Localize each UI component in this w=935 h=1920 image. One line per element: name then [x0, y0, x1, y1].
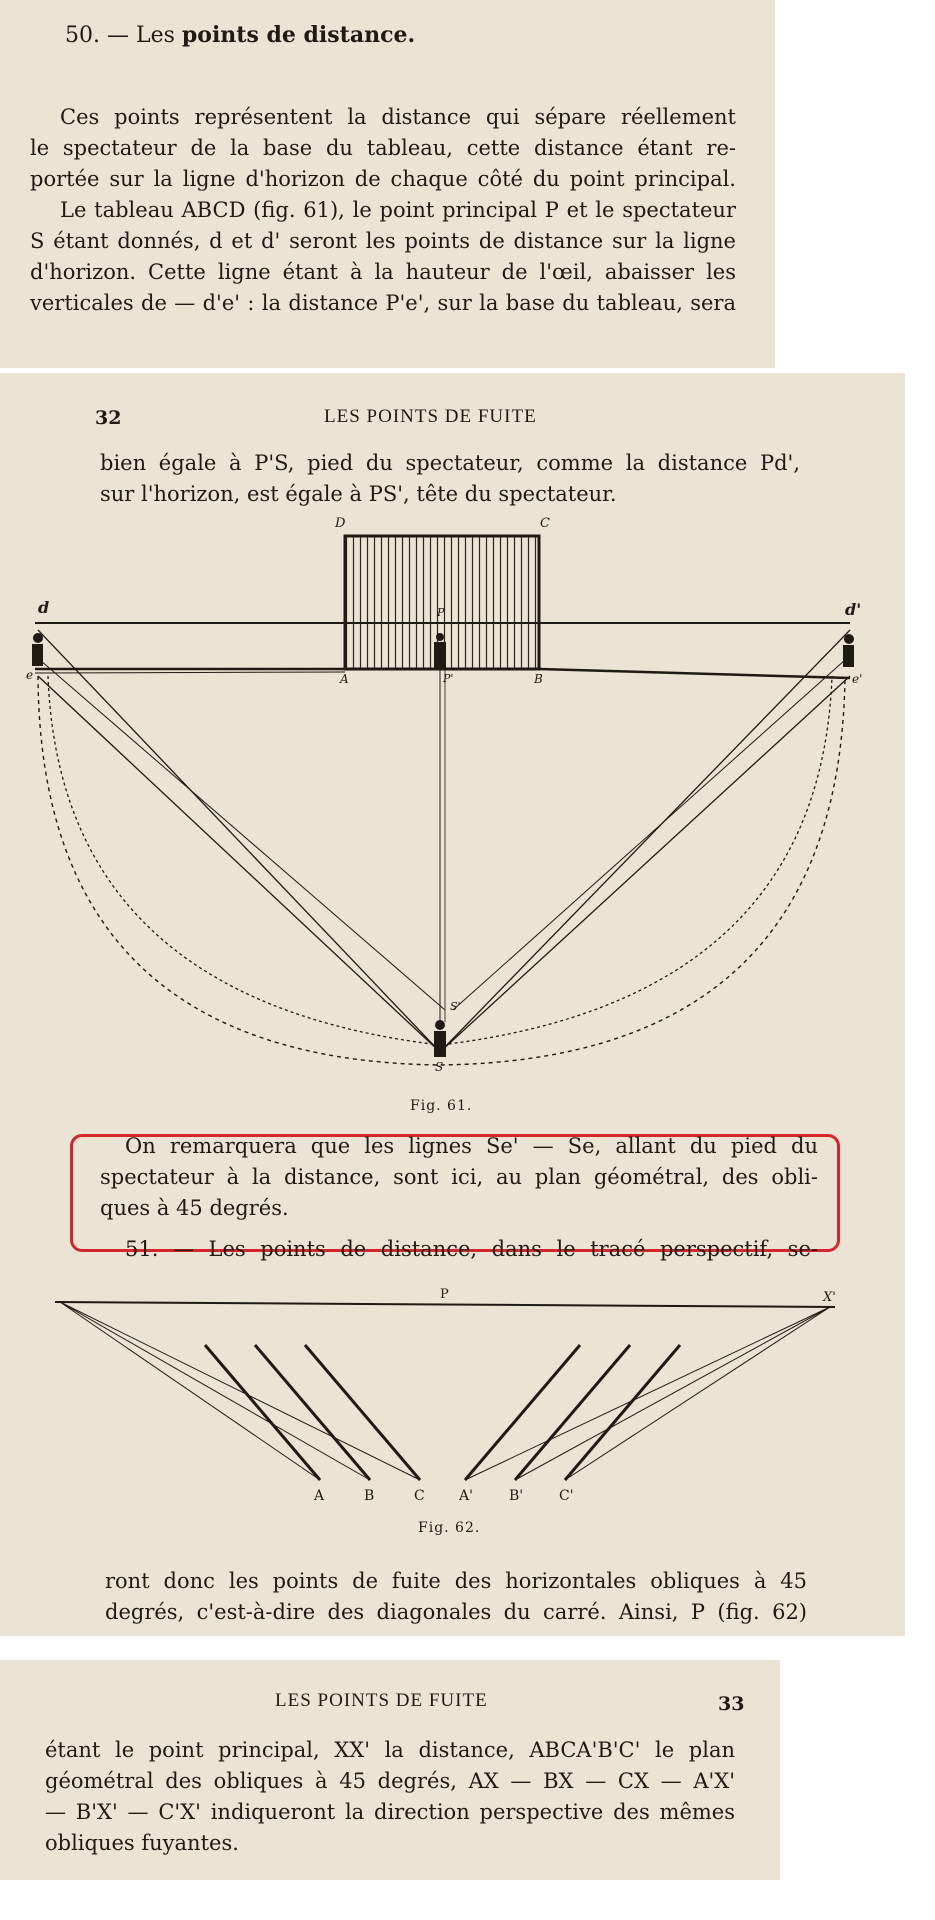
text-line: — B'X' — C'X' indiqueront la direction perspective des mêmes [45, 1800, 735, 1824]
text-line: géométral des obliques à 45 degrés, AX — BX — CX — A'X' [45, 1769, 735, 1793]
fig61-label-C: C [540, 516, 550, 531]
remark-line: ques à 45 degrés. [100, 1196, 289, 1220]
text-line: le spectateur de la base du tableau, cette distance étant re- [30, 136, 736, 160]
fig61-caption: Fig. 61. [410, 1098, 473, 1114]
fig62-base-label: A [314, 1488, 325, 1504]
fig62-base-label: B' [509, 1488, 524, 1504]
section-50-title: points de distance. [181, 22, 416, 48]
fig62-label-P: P [440, 1287, 449, 1302]
fig61-label-d: d [38, 598, 50, 617]
page-33 [0, 1660, 780, 1880]
fig61-label-S: S [435, 1060, 444, 1074]
running-head: LES POINTS DE FUITE [275, 1690, 488, 1711]
text-line: sur l'horizon, est égale à PS', tête du spectateur. [100, 482, 617, 506]
fig62-base-label: B [364, 1488, 375, 1504]
text-line: bien égale à P'S, pied du spectateur, comme la distance Pd', [100, 451, 800, 475]
fig62-base-label: C' [559, 1488, 574, 1504]
fig61-label-P: P [437, 606, 445, 619]
section-50-number: 50. — Les [65, 23, 182, 48]
text-line: degrés, c'est-à-dire des diagonales du carré. Ainsi, P (fig. 62) [105, 1600, 807, 1624]
text-line: d'horizon. Cette ligne étant à la hauteur de l'œil, abaisser les [30, 260, 736, 284]
text-line: étant le point principal, XX' la distance, ABCA'B'C' le plan [45, 1738, 735, 1762]
fig62-base-label: C [414, 1488, 425, 1504]
text-line: S étant donnés, d et d' seront les points de distance sur la ligne [30, 229, 736, 253]
text-line: portée sur la ligne d'horizon de chaque côté du point principal. [30, 167, 736, 191]
text-line: obliques fuyantes. [45, 1831, 239, 1855]
text-line: Ces points représentent la distance qui sépare réellement [60, 105, 736, 129]
section-51-line: 51. — Les points de distance, dans le tracé perspectif, se- [125, 1237, 818, 1261]
fig61-label-e: e [26, 668, 34, 682]
fig61-label-S-prime: S' [450, 1000, 461, 1013]
horizon-line [55, 1302, 835, 1307]
fig62-label-X-prime: X' [823, 1290, 836, 1305]
fig61-label-e-prime: e' [852, 672, 863, 686]
fig61-label-P-prime: P' [443, 672, 454, 685]
page-number: 33 [718, 1693, 745, 1715]
page-number: 32 [95, 407, 122, 429]
text-line: Le tableau ABCD (fig. 61), le point principal P et le spectateur [60, 198, 736, 222]
fig61-label-d-prime: d' [845, 600, 862, 619]
fig62-base-label: A' [459, 1488, 473, 1504]
fig61-label-D: D [335, 516, 346, 531]
running-head: LES POINTS DE FUITE [324, 406, 537, 427]
fig61-label-A: A [340, 672, 349, 686]
fig62-caption: Fig. 62. [418, 1520, 481, 1536]
fig61-label-B: B [534, 672, 543, 686]
text-line: ront donc les points de fuite des horizontales obliques à 45 [105, 1569, 807, 1593]
remark-line: spectateur à la distance, sont ici, au plan géométral, des obli- [100, 1165, 818, 1189]
remark-line: On remarquera que les lignes Se' — Se, allant du pied du [125, 1134, 818, 1158]
text-line: verticales de — d'e' : la distance P'e', sur la base du tableau, sera [30, 291, 736, 315]
